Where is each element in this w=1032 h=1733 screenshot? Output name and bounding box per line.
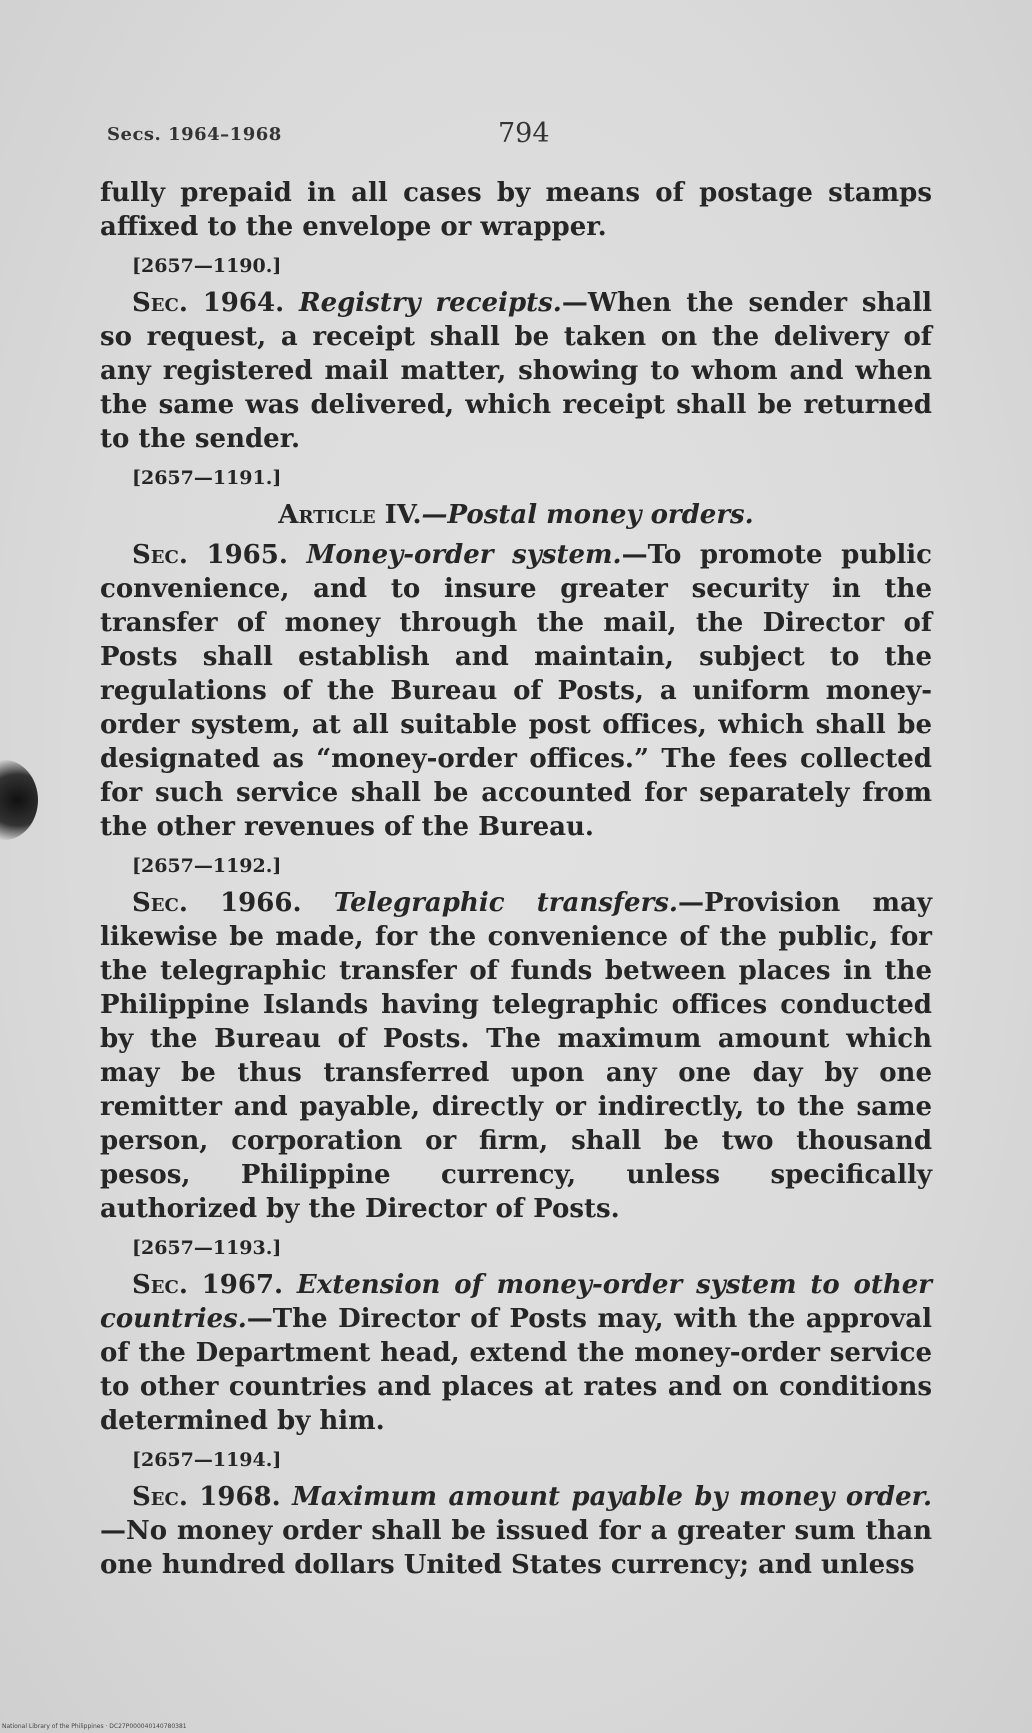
section-label: Sec. 1967. xyxy=(132,1270,284,1300)
citation: [2657—1191.] xyxy=(132,467,282,489)
article-title: —Postal money orders. xyxy=(421,500,754,530)
section-title: Extension of money-order system to other countries. xyxy=(100,1270,932,1334)
running-head: Secs. 1964–1968 xyxy=(107,124,282,145)
continuation-paragraph: fully prepaid in all cases by means of postage stamps affixed to the envelope or wrapper. xyxy=(100,178,932,242)
section-1967 xyxy=(100,1268,932,1438)
section-1968 xyxy=(100,1480,932,1582)
section-text: —Provision may likewise be made, for the convenience of the public, for the telegraphic transfer of funds between places in the Philippine Islands having telegraphic offices conducted by the Bureau of Posts. The maximum amount which may be thus transferred upon any one day by one remitter and payable, directly or indirectly, to the same person, corporation or firm, shall be two thousand pesos, Philippine currency, unless specifically authorized by the Director of Posts. xyxy=(100,888,932,1224)
citation: [2657—1190.] xyxy=(132,255,282,277)
section-text: —No money order shall be issued for a greater sum than one hundred dollars United States currency; and unless xyxy=(100,1516,932,1580)
section-text: —When the sender shall so request, a receipt shall be taken on the delivery of any registered mail matter, showing to whom and when the same was delivered, which receipt shall be returned to the sender. xyxy=(100,288,932,454)
section-label: Sec. 1968. xyxy=(132,1482,281,1512)
section-1966 xyxy=(100,886,932,1226)
thumb-shadow xyxy=(0,760,38,840)
section-1964 xyxy=(100,286,932,456)
page-number: 794 xyxy=(498,118,550,149)
section-title: Registry receipts. xyxy=(298,288,562,318)
section-title: Maximum amount payable by money order. xyxy=(292,1482,933,1512)
citation: [2657—1192.] xyxy=(132,855,282,877)
citation: [2657—1194.] xyxy=(132,1449,282,1471)
citation: [2657—1193.] xyxy=(132,1237,282,1259)
section-label: Sec. 1964. xyxy=(132,288,285,318)
archive-stamp: National Library of the Philippines · DC27P000040140780381 xyxy=(2,1723,187,1730)
section-text: —The Director of Posts may, with the approval of the Department head, extend the money-order service to other countries and places at rates and on conditions determined by him. xyxy=(100,1304,932,1436)
section-label: Sec. 1966. xyxy=(132,888,302,918)
section-text: —To promote public convenience, and to insure greater security in the transfer of money through the mail, the Director of Posts shall establish and maintain, subject to the regulations of the Bureau of Posts, a uniform money-order system, at all suitable post offices, which shall be designated as “money-order offices.” The fees collected for such service shall be accounted for separately from the other revenues of the Bureau. xyxy=(100,540,933,842)
section-1965 xyxy=(100,538,932,844)
section-title: Money-order system. xyxy=(306,540,622,570)
section-title: Telegraphic transfers. xyxy=(333,888,678,918)
page-body xyxy=(100,176,932,1582)
section-label: Sec. 1965. xyxy=(132,540,288,570)
article-heading xyxy=(100,498,932,532)
article-label: Article IV. xyxy=(278,500,422,530)
